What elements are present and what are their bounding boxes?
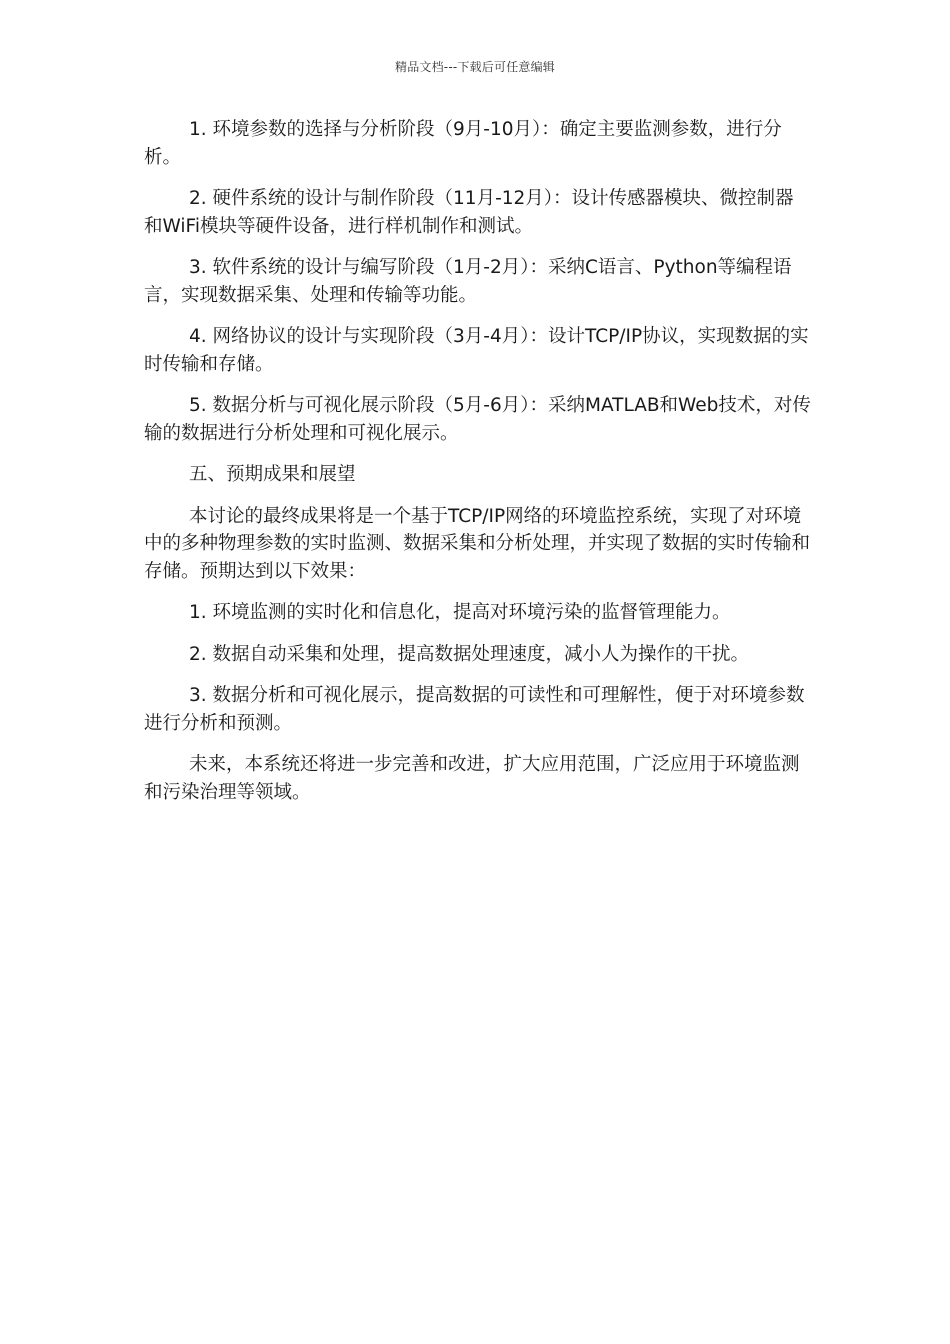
section-heading: 五、预期成果和展望 [189, 464, 356, 485]
outcome-intro-paragraph: 本讨论的最终成果将是一个基于TCP/IP网络的环境监控系统，实现了对环境中的多种物理参数的实时监测、数据采集和分析处理，并实现了数据的实时传输和存储。预期达到以下效果： [144, 505, 811, 582]
phase-4-paragraph: 4. 网络协议的设计与实现阶段（3月-4月）：设计TCP/IP协议，实现数据的实时传输和存储。 [144, 326, 809, 375]
phase-5-paragraph: 5. 数据分析与可视化展示阶段（5月-6月）：采纳MATLAB和Web技术，对传输的数据进行分析处理和可视化展示。 [144, 395, 811, 444]
effect-1-paragraph: 1. 环境监测的实时化和信息化，提高对环境污染的监督管理能力。 [189, 602, 731, 623]
phase-2-paragraph: 2. 硬件系统的设计与制作阶段（11月-12月）：设计传感器模块、微控制器和WiFi模块等硬件设备，进行样机制作和测试。 [144, 188, 794, 237]
phase-3-paragraph: 3. 软件系统的设计与编写阶段（1月-2月）：采纳C语言、Python等编程语言，实现数据采集、处理和传输等功能。 [144, 257, 792, 306]
page-header: 精品文档---下载后可任意编辑 [395, 60, 555, 74]
effect-2-paragraph: 2. 数据自动采集和处理，提高数据处理速度，减小人为操作的干扰。 [189, 643, 750, 665]
document-body [144, 116, 812, 820]
phase-1-paragraph: 1. 环境参数的选择与分析阶段（9月-10月）：确定主要监测参数，进行分析。 [144, 119, 782, 168]
effect-3-paragraph: 3. 数据分析和可视化展示，提高数据的可读性和可理解性，便于对环境参数进行分析和预测。 [144, 685, 805, 734]
outlook-paragraph: 未来，本系统还将进一步完善和改进，扩大应用范围，广泛应用于环境监测和污染治理等领域。 [144, 754, 800, 803]
